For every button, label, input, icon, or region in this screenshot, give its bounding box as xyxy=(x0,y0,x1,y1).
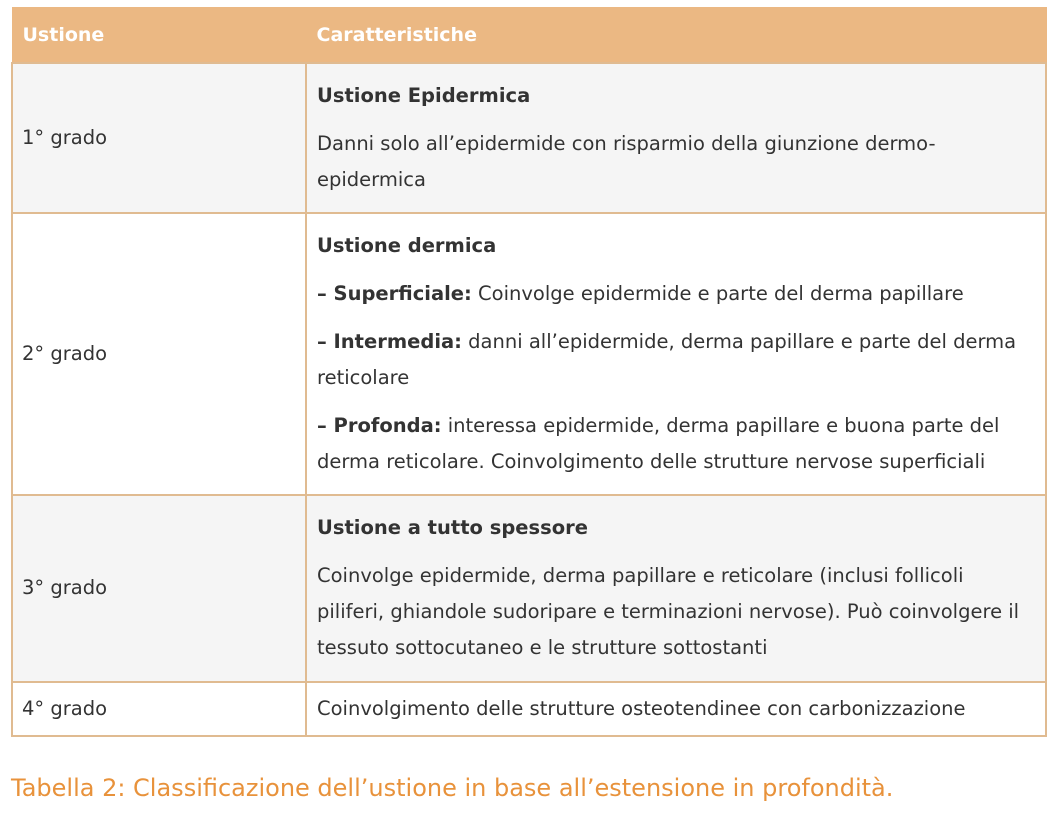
grade-cell: 3° grado xyxy=(12,495,306,682)
header-ustione: Ustione xyxy=(12,8,306,63)
subtype-label: – Profonda: xyxy=(317,413,442,437)
row-title: Ustione a tutto spessore xyxy=(317,516,588,539)
grade-cell: 1° grado xyxy=(12,63,306,213)
subtype-intermedia xyxy=(317,324,1035,396)
subtype-text: interessa epidermide, derma papillare e buona parte del derma reticolare. Coinvolgimento delle strutture nervose superficiali xyxy=(317,413,1000,473)
table-row xyxy=(12,213,1046,495)
table-row xyxy=(12,495,1046,682)
table-caption: Tabella 2: Classificazione dell’ustione in base all’estensione in profondità. xyxy=(11,774,894,802)
table-row xyxy=(12,682,1046,736)
row-text: Coinvolge epidermide, derma papillare e reticolare (inclusi follicoli piliferi, ghiandole sudoripare e terminazioni nervose). Può coinvolgere il tessuto sottocutaneo e le strutture sottostanti xyxy=(317,564,1020,659)
description-cell xyxy=(306,213,1046,495)
description-cell xyxy=(306,495,1046,682)
header-caratteristiche: Caratteristiche xyxy=(306,8,1046,63)
table-header-row xyxy=(12,8,1046,63)
subtype-profonda xyxy=(317,408,1035,480)
subtype-text: danni all’epidermide, derma papillare e parte del derma reticolare xyxy=(317,329,1017,389)
row-text: Danni solo all’epidermide con risparmio della giunzione dermo-epidermica xyxy=(317,131,936,191)
description-cell xyxy=(306,63,1046,213)
row-title: Ustione dermica xyxy=(317,233,497,257)
grade-cell: 4° grado xyxy=(12,682,306,736)
grade-cell: 2° grado xyxy=(12,213,306,495)
burn-classification-table xyxy=(11,7,1047,737)
row-title: Ustione Epidermica xyxy=(317,83,531,107)
burn-classification-table-wrapper xyxy=(11,7,1045,737)
description-cell xyxy=(306,682,1046,736)
subtype-label: – Intermedia: xyxy=(317,329,462,353)
subtype-text: Coinvolge epidermide e parte del derma papillare xyxy=(471,281,964,305)
table-row xyxy=(12,63,1046,213)
row-text: Coinvolgimento delle strutture osteotendinee con carbonizzazione xyxy=(317,696,966,720)
subtype-superficiale xyxy=(317,276,1035,312)
subtype-label: – Superficiale: xyxy=(317,281,472,305)
